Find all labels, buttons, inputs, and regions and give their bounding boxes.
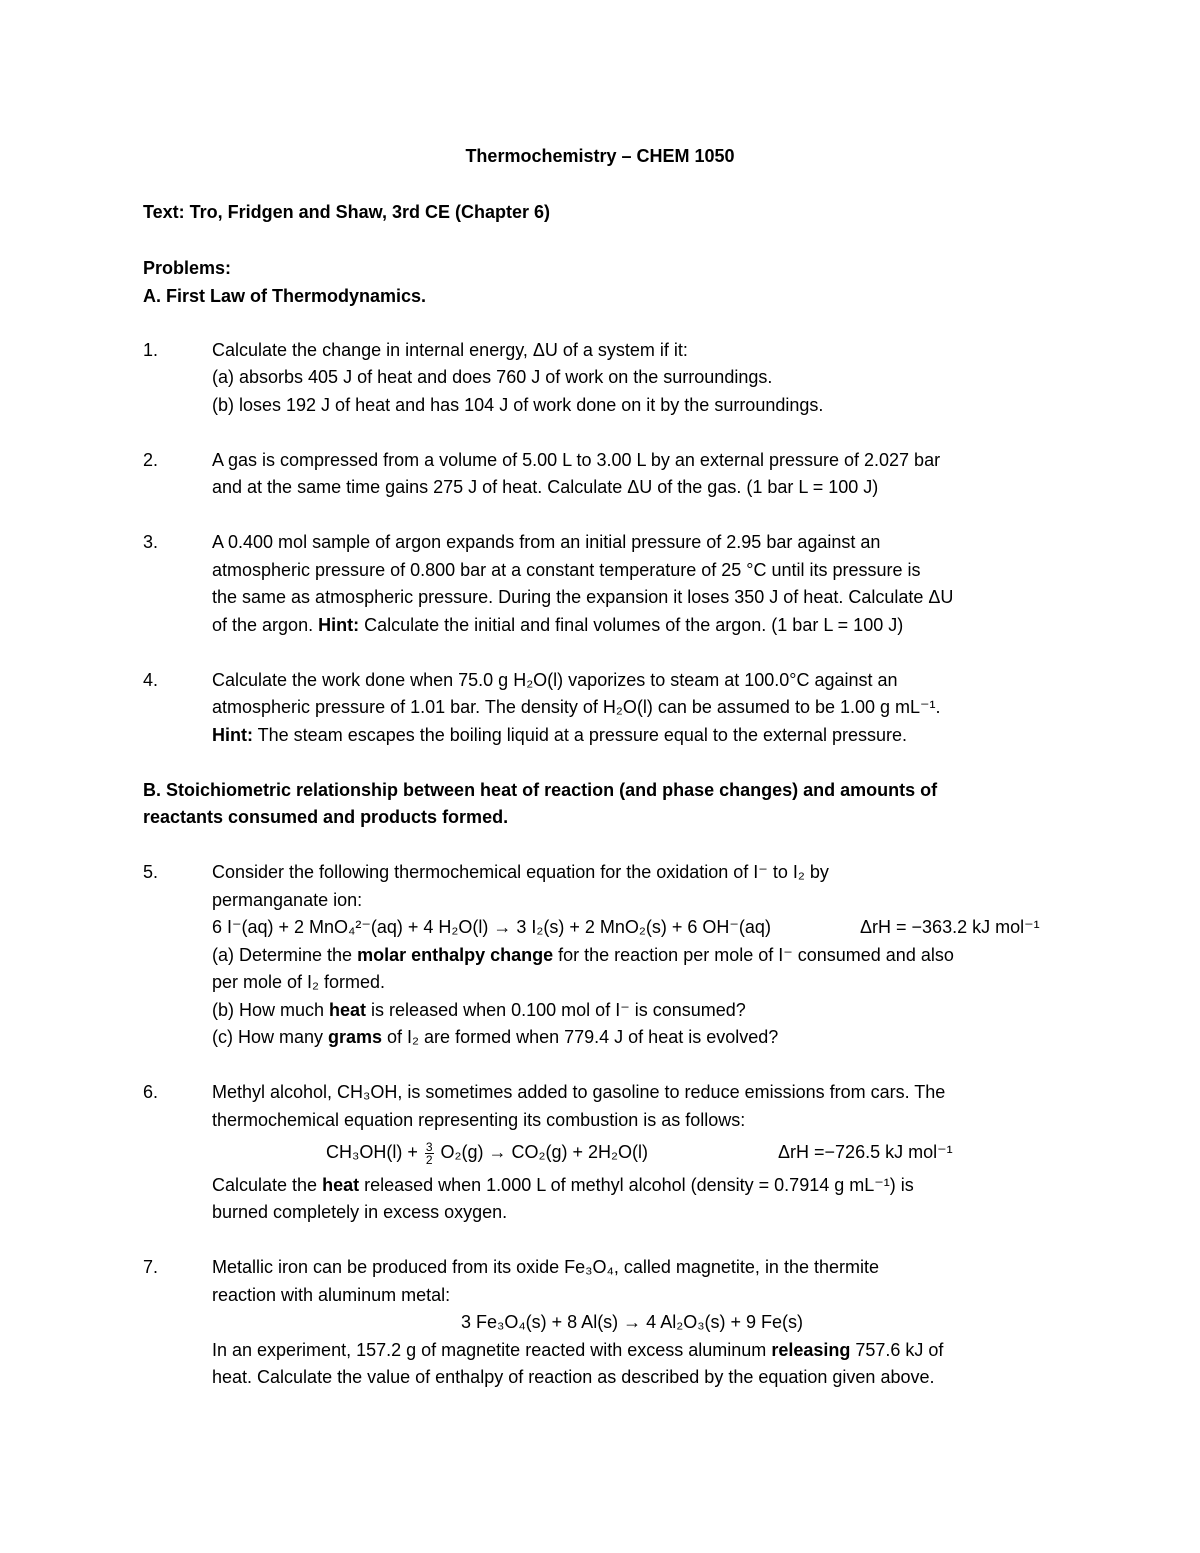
q3-line-1: A 0.400 mol sample of argon expands from an initial pressure of 2.95 bar against an: [212, 532, 881, 552]
q4-hint-text: The steam escapes the boiling liquid at a pressure equal to the external pressure.: [252, 725, 908, 745]
q7-bold: releasing: [771, 1340, 851, 1360]
q5-equation: 6 I⁻(aq) + 2 MnO₄²⁻(aq) + 4 H₂O(l) → 3 I₂(s) + 2 MnO₂(s) + 6 OH⁻(aq): [212, 917, 771, 937]
q5-part-a: [212, 943, 954, 967]
page-title: Thermochemistry – CHEM 1050: [465, 146, 735, 166]
q6-line-2: thermochemical equation representing its combustion is as follows:: [212, 1110, 746, 1130]
q6-fraction-denominator: 2: [425, 1152, 433, 1167]
q5-part-c-text-2: of I₂ are formed when 779.4 J of heat is evolved?: [382, 1027, 779, 1047]
question-number-4: 4.: [143, 670, 159, 690]
q7-line-4: heat. Calculate the value of enthalpy of reaction as described by the equation given above.: [212, 1367, 935, 1387]
q7-line-1: Metallic iron can be produced from its oxide Fe₃O₄, called magnetite, in the thermite: [212, 1257, 879, 1277]
q3-line-2: atmospheric pressure of 0.800 bar at a constant temperature of 25 °C until its pressure is: [212, 560, 921, 580]
q1-part-a: (a) absorbs 405 J of heat and does 760 J of work on the surroundings.: [212, 367, 773, 387]
q5-part-b-bold: heat: [329, 1000, 367, 1020]
q5-part-c-bold: grams: [328, 1027, 383, 1047]
q4-hint-label: Hint:: [212, 725, 253, 745]
q5-part-a-text-2: for the reaction per mole of I⁻ consumed and also: [553, 945, 954, 965]
q3-text: of the argon.: [212, 615, 319, 635]
q3-hint-text: Calculate the initial and final volumes of the argon. (1 bar L = 100 J): [359, 615, 904, 635]
q5-line-1: Consider the following thermochemical equation for the oxidation of I⁻ to I₂ by: [212, 862, 829, 882]
q4-line-1: Calculate the work done when 75.0 g H₂O(l) vaporizes to steam at 100.0°C against an: [212, 670, 898, 690]
q2-line-1: A gas is compressed from a volume of 5.00 L to 3.00 L by an external pressure of 2.027 bar: [212, 450, 941, 470]
question-number-1: 1.: [143, 340, 159, 360]
q7-equation: 3 Fe₃O₄(s) + 8 Al(s) → 4 Al₂O₃(s) + 9 Fe(s): [460, 1312, 804, 1332]
q6-bold: heat: [322, 1175, 360, 1195]
q7-line-3: [212, 1338, 943, 1362]
q4-line-2: atmospheric pressure of 1.01 bar. The density of H₂O(l) can be assumed to be 1.00 g mL⁻¹.: [212, 697, 941, 717]
question-number-5: 5.: [143, 862, 159, 882]
q6-fraction: [425, 1141, 434, 1166]
q5-part-b-text-2: is released when 0.100 mol of I⁻ is consumed?: [366, 1000, 746, 1020]
q6-equation-right: O₂(g) → CO₂(g) + 2H₂O(l): [440, 1142, 649, 1162]
q6-text-2: released when 1.000 L of methyl alcohol (density = 0.7914 g mL⁻¹) is: [359, 1175, 914, 1195]
q5-enthalpy: ΔrH = −363.2 kJ mol⁻¹: [860, 917, 1040, 937]
q5-line-2: permanganate ion:: [212, 890, 363, 910]
q2-line-2: and at the same time gains 275 J of heat. Calculate ΔU of the gas. (1 bar L = 100 J): [212, 477, 879, 497]
q6-line-1: Methyl alcohol, CH₃OH, is sometimes added to gasoline to reduce emissions from cars. The: [212, 1082, 946, 1102]
section-a-heading: A. First Law of Thermodynamics.: [143, 286, 427, 306]
q5-part-c: [212, 1025, 778, 1049]
section-b-heading-line-2: reactants consumed and products formed.: [143, 807, 509, 827]
q3-line-3: the same as atmospheric pressure. During the expansion it loses 350 J of heat. Calculate ΔU: [212, 587, 954, 607]
text-reference: Text: Tro, Fridgen and Shaw, 3rd CE (Chapter 6): [143, 202, 551, 222]
q5-part-c-text-1: (c) How many: [212, 1027, 329, 1047]
q6-fraction-numerator: 3: [425, 1139, 433, 1154]
q5-part-b: [212, 998, 746, 1022]
q3-hint-label: Hint:: [318, 615, 360, 635]
q5-part-b-text-1: (b) How much: [212, 1000, 330, 1020]
q1-line-1: Calculate the change in internal energy, ΔU of a system if it:: [212, 340, 688, 360]
q5-part-a-bold: molar enthalpy change: [357, 945, 554, 965]
q7-text-2: 757.6 kJ of: [850, 1340, 944, 1360]
section-b-heading-line-1: B. Stoichiometric relationship between heat of reaction (and phase changes) and amounts of: [143, 780, 938, 800]
question-number-7: 7.: [143, 1257, 159, 1277]
q1-part-b: (b) loses 192 J of heat and has 104 J of work done on it by the surroundings.: [212, 395, 824, 415]
q3-line-4: [212, 613, 903, 637]
q6-enthalpy: ΔrH =−726.5 kJ mol⁻¹: [778, 1142, 953, 1162]
q6-equation-left: CH₃OH(l) +: [326, 1142, 418, 1162]
q6-line-4: burned completely in excess oxygen.: [212, 1202, 508, 1222]
q5-part-a-cont: per mole of I₂ formed.: [212, 972, 386, 992]
q6-text-1: Calculate the: [212, 1175, 323, 1195]
question-number-3: 3.: [143, 532, 159, 552]
question-number-2: 2.: [143, 450, 159, 470]
q6-equation: [326, 1140, 648, 1166]
q6-line-3: [212, 1173, 914, 1197]
q4-line-3: [212, 723, 907, 747]
q7-text-1: In an experiment, 157.2 g of magnetite reacted with excess aluminum: [212, 1340, 772, 1360]
question-number-6: 6.: [143, 1082, 159, 1102]
q5-part-a-text-1: (a) Determine the: [212, 945, 358, 965]
problems-label: Problems:: [143, 258, 232, 278]
q7-line-2: reaction with aluminum metal:: [212, 1285, 451, 1305]
